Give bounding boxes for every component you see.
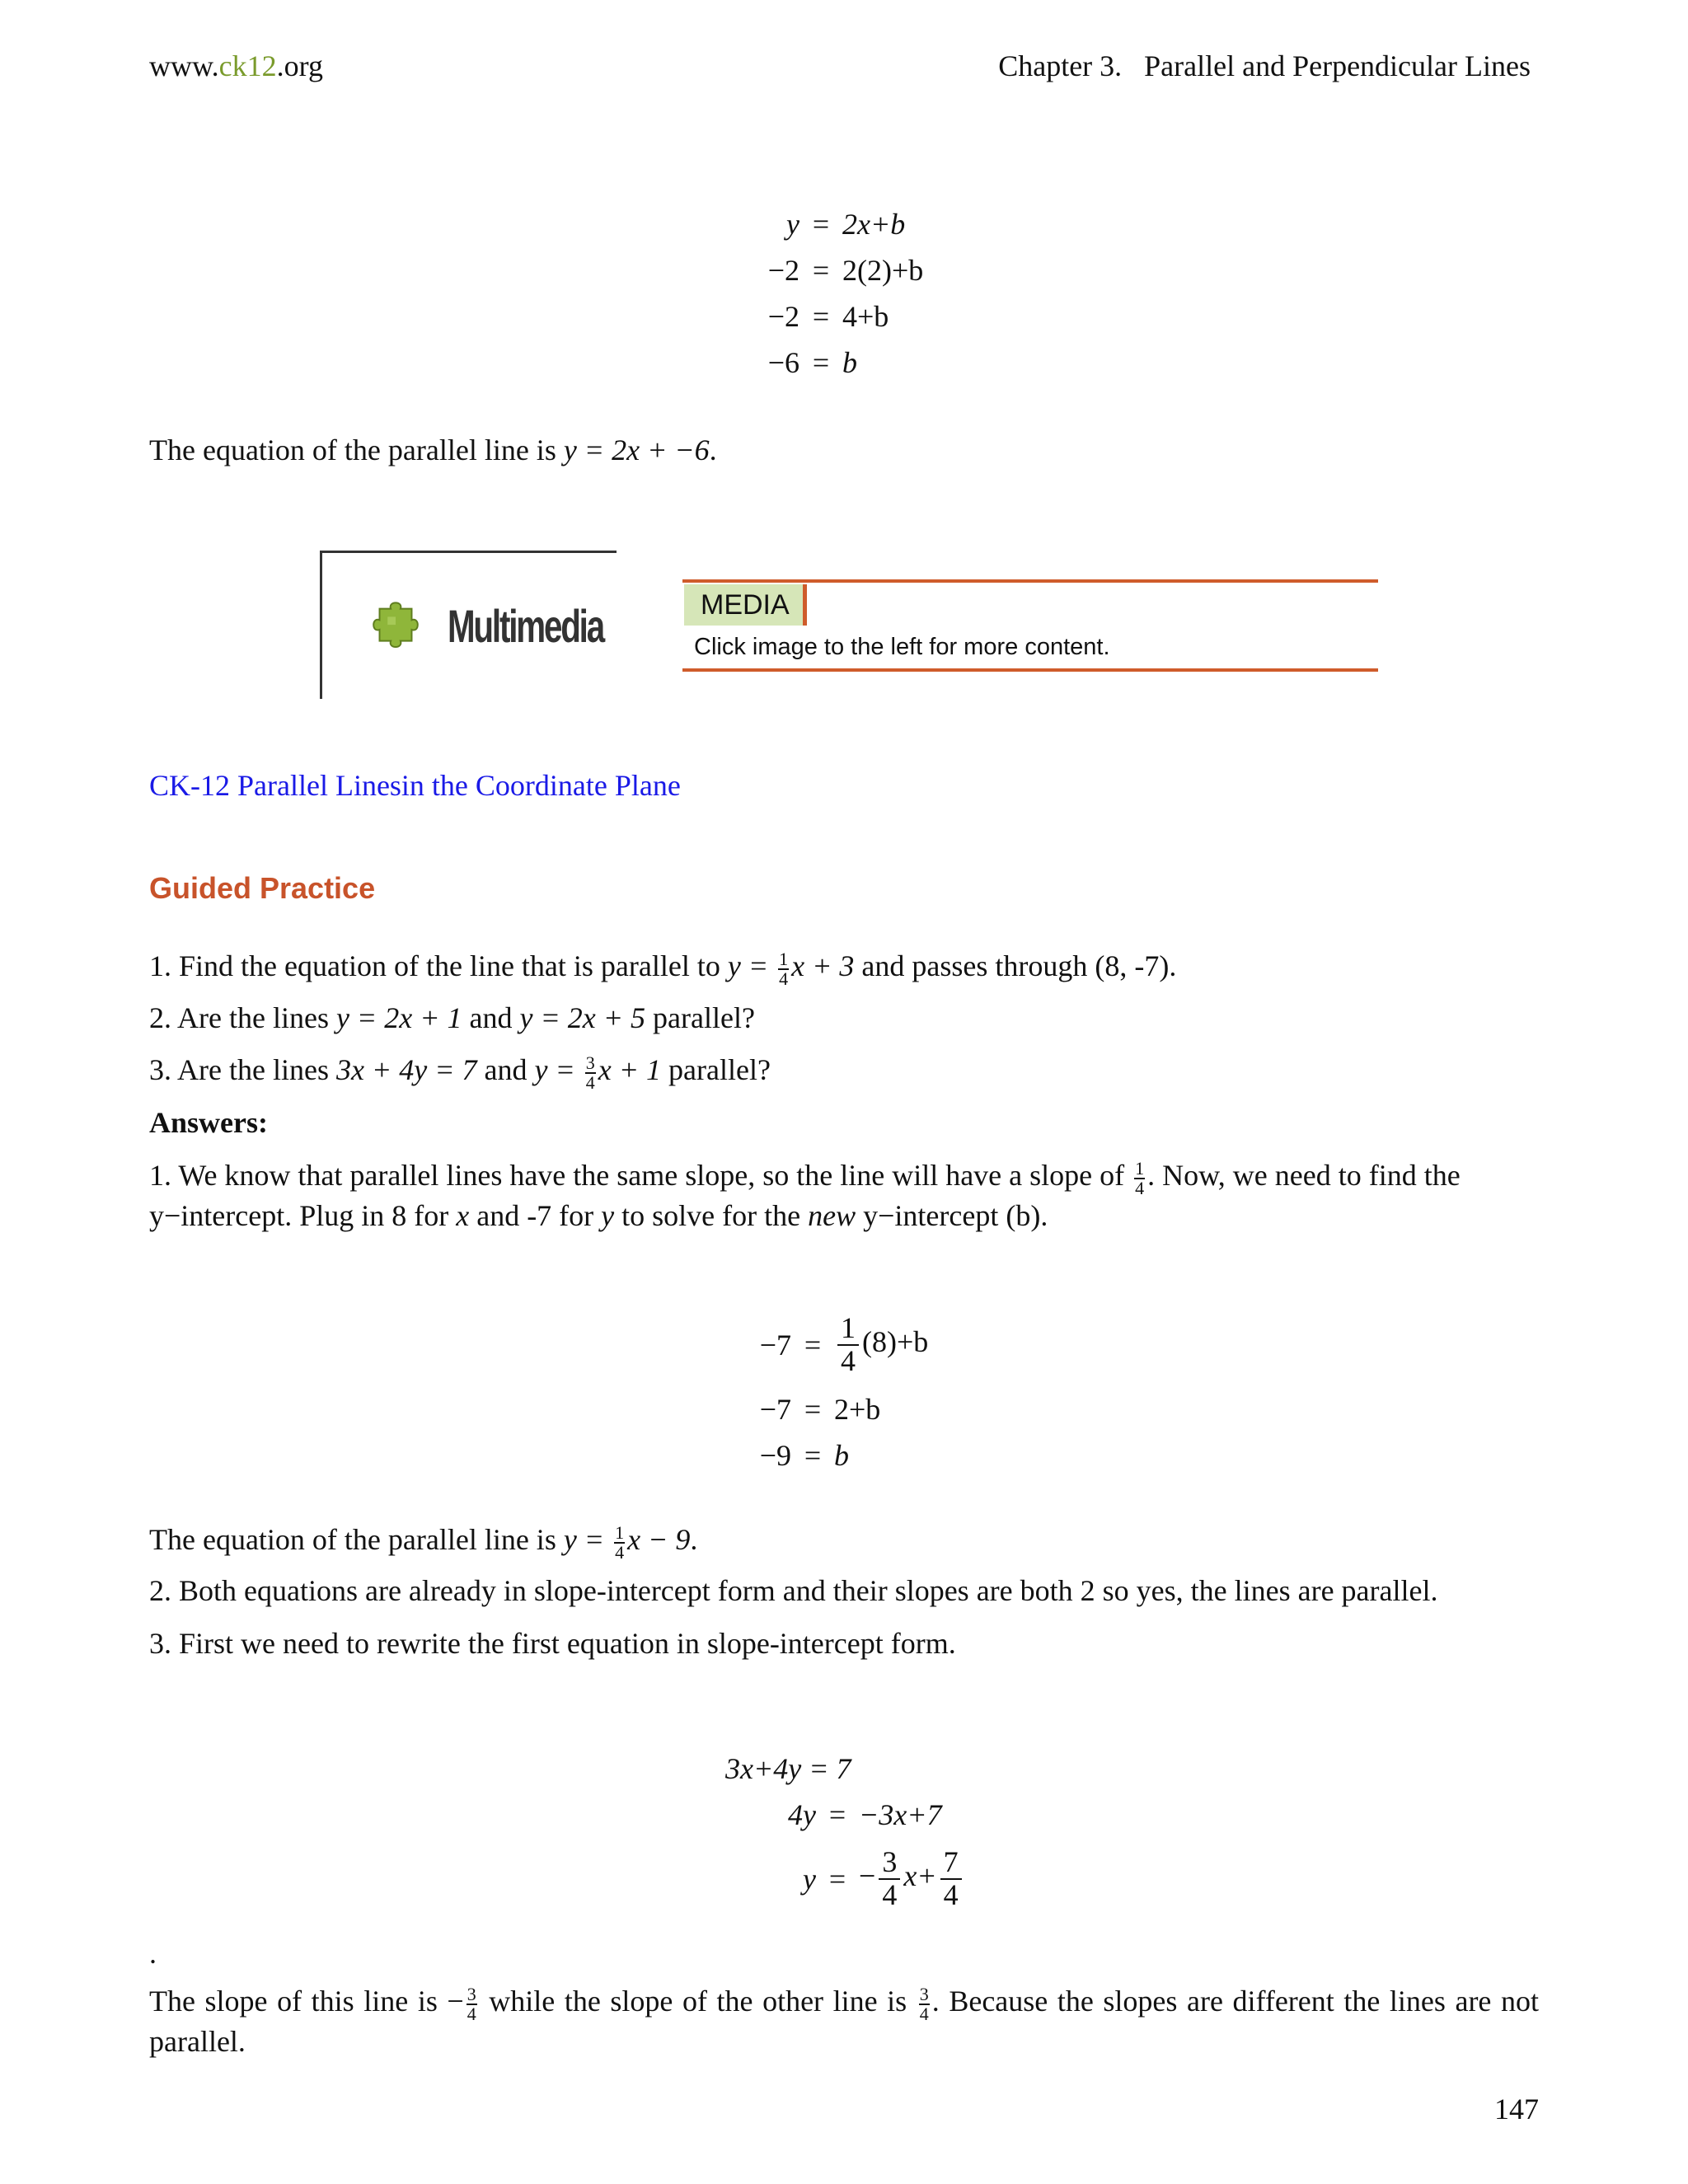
eq-equals: = — [828, 1863, 846, 1896]
denominator: 4 — [1135, 1177, 1145, 1198]
result-end: . — [709, 434, 717, 466]
media-box — [682, 579, 1378, 672]
eq-lhs: y — [786, 208, 799, 241]
numerator: 3 — [879, 1847, 900, 1880]
text: to solve for the — [614, 1198, 809, 1232]
eq-rhs — [834, 1313, 928, 1377]
ck12-video-link[interactable]: CK-12 Parallel Linesin the Coordinate Plane — [149, 769, 681, 802]
multimedia-image[interactable] — [320, 551, 617, 699]
denominator: 4 — [779, 968, 789, 989]
eq-lhs: −2 — [767, 300, 799, 333]
eq-lhs: −2 — [767, 254, 799, 287]
chapter-title: Chapter 3. Parallel and Perpendicular Lines — [998, 49, 1531, 82]
math: x + 1 — [598, 1053, 662, 1086]
fraction — [1134, 1157, 1145, 1198]
separator-dot: . — [149, 1937, 157, 1970]
equation-block-1 — [709, 201, 923, 386]
equation-row — [709, 201, 923, 247]
denominator: 4 — [882, 1878, 898, 1911]
text: . Now, we need to find the — [1147, 1159, 1461, 1192]
eq-lhs: y — [803, 1863, 816, 1896]
text: The equation of the parallel line is — [149, 1523, 564, 1556]
math: y = 2x + 1 — [335, 1001, 462, 1034]
equation-row — [709, 1432, 928, 1479]
denominator: 4 — [841, 1344, 856, 1377]
fraction — [879, 1847, 900, 1911]
fraction — [614, 1521, 625, 1563]
fraction — [919, 1985, 930, 2023]
text: 1. We know that parallel lines have the same slope, so the line will have a slope of — [149, 1159, 1132, 1192]
eq-equals: = — [812, 254, 830, 287]
math: x — [456, 1198, 470, 1232]
math: 3x + 4y = 7 — [335, 1053, 477, 1086]
text: 3. Are the lines — [149, 1053, 336, 1086]
result-sentence-1 — [149, 432, 1539, 468]
media-caption: Click image to the left for more content. — [694, 634, 1110, 660]
numerator: 3 — [585, 1052, 595, 1073]
equation-block-2 — [709, 1304, 928, 1479]
eq-rhs — [859, 1847, 965, 1911]
text: (8)+b — [862, 1325, 929, 1359]
eq-rhs: 2+b — [834, 1393, 881, 1426]
text: and -7 for — [469, 1198, 602, 1232]
answer-2: 2. Both equations are already in slope-intercept form and their slopes are both 2 so yes, the lines are parallel. — [149, 1574, 1438, 1607]
text: parallel? — [661, 1053, 771, 1086]
conclusion — [149, 1983, 1539, 2060]
denominator: 4 — [467, 2003, 476, 2024]
eq-lhs: −7 — [759, 1393, 791, 1426]
numerator: 1 — [779, 948, 789, 969]
text: and — [462, 1001, 520, 1034]
eq-equals: = — [812, 346, 830, 379]
eq-rhs: 2x+b — [842, 208, 906, 241]
math: y — [601, 1198, 615, 1232]
eq-lhs: −7 — [759, 1329, 791, 1361]
math: y = — [727, 949, 776, 982]
eq-rhs: 2(2)+b — [842, 254, 924, 287]
eq-rhs: b — [834, 1439, 849, 1472]
equation-row — [709, 1838, 965, 1920]
denominator: 4 — [943, 1878, 959, 1911]
puzzle-piece-icon — [363, 598, 428, 662]
eq-text: 3x+4y = 7 — [725, 1752, 851, 1785]
site-url[interactable] — [149, 48, 323, 84]
eq-rhs: 4+b — [842, 300, 889, 333]
denominator: 4 — [615, 1541, 625, 1563]
emphasis: new — [808, 1198, 856, 1232]
answer-3: 3. First we need to rewrite the first equation in slope-intercept form. — [149, 1627, 956, 1660]
equation-row — [709, 247, 923, 293]
site-url-suffix: .org — [276, 49, 323, 82]
text: . — [690, 1523, 698, 1556]
eq-equals: = — [804, 1393, 822, 1426]
fraction — [778, 950, 789, 988]
eq-lhs: −6 — [767, 346, 799, 379]
text: while the slope of the other line is — [479, 1985, 917, 2018]
fraction — [467, 1985, 477, 2023]
equation-row — [709, 1386, 928, 1432]
eq-rhs: b — [842, 346, 857, 379]
minus: − — [859, 1859, 876, 1893]
site-url-prefix: www. — [149, 49, 219, 82]
text: y−intercept (b). — [856, 1198, 1048, 1232]
text: and passes through (8, -7). — [854, 949, 1177, 982]
math: y = — [534, 1053, 583, 1086]
numerator: 1 — [837, 1313, 859, 1346]
text: y−intercept. Plug in 8 for — [149, 1198, 457, 1232]
text: x+ — [903, 1859, 937, 1893]
math: x − 9 — [627, 1523, 691, 1556]
site-url-brand: ck12 — [218, 49, 277, 82]
eq-equals: = — [804, 1329, 822, 1361]
text: 2. Are the lines — [149, 1001, 336, 1034]
equation-row — [709, 1304, 928, 1386]
problem-1 — [149, 948, 1539, 988]
numerator: 1 — [1135, 1157, 1145, 1179]
equation-row — [709, 340, 923, 386]
eq-lhs: 4y — [788, 1798, 816, 1831]
result-math: y = 2x + −6 — [563, 434, 710, 466]
numerator: 7 — [940, 1847, 962, 1880]
fraction — [940, 1847, 962, 1911]
eq-equals: = — [828, 1798, 846, 1831]
page-number: 147 — [1494, 2093, 1539, 2125]
answer-1 — [149, 1157, 1539, 1234]
result-sentence-2 — [149, 1521, 1539, 1562]
eq-equals: = — [812, 300, 830, 333]
eq-equals: = — [812, 208, 830, 241]
text: parallel? — [645, 1001, 755, 1034]
fraction — [585, 1054, 596, 1092]
equation-row — [725, 1746, 965, 1792]
numerator: 1 — [615, 1521, 625, 1543]
problem-2 — [149, 1000, 1539, 1036]
text: . Because the slopes are different the lines are not parallel. — [149, 1985, 1539, 2058]
problem-3 — [149, 1052, 1539, 1092]
eq-lhs: −9 — [759, 1439, 791, 1472]
result-text: The equation of the parallel line is — [149, 434, 564, 466]
math: x + 3 — [791, 949, 855, 982]
math: y = — [563, 1523, 612, 1556]
answers-heading: Answers: — [149, 1106, 268, 1139]
eq-equals: = — [804, 1439, 822, 1472]
text: and — [476, 1053, 535, 1086]
text: 1. Find the equation of the line that is parallel to — [149, 949, 728, 982]
equation-row — [709, 293, 923, 340]
guided-practice-heading: Guided Practice — [149, 871, 376, 905]
fraction — [837, 1313, 859, 1377]
text: The slope of this line is − — [149, 1985, 464, 2018]
math: y = 2x + 5 — [519, 1001, 646, 1034]
numerator: 3 — [919, 1983, 929, 2004]
denominator: 4 — [585, 1071, 595, 1093]
equation-row — [709, 1792, 965, 1838]
eq-rhs: −3x+7 — [859, 1798, 942, 1831]
multimedia-word: Multimedia — [448, 600, 603, 652]
media-tag: MEDIA — [684, 584, 807, 626]
denominator: 4 — [919, 2003, 929, 2024]
numerator: 3 — [467, 1983, 476, 2004]
equation-block-3 — [709, 1746, 965, 1920]
